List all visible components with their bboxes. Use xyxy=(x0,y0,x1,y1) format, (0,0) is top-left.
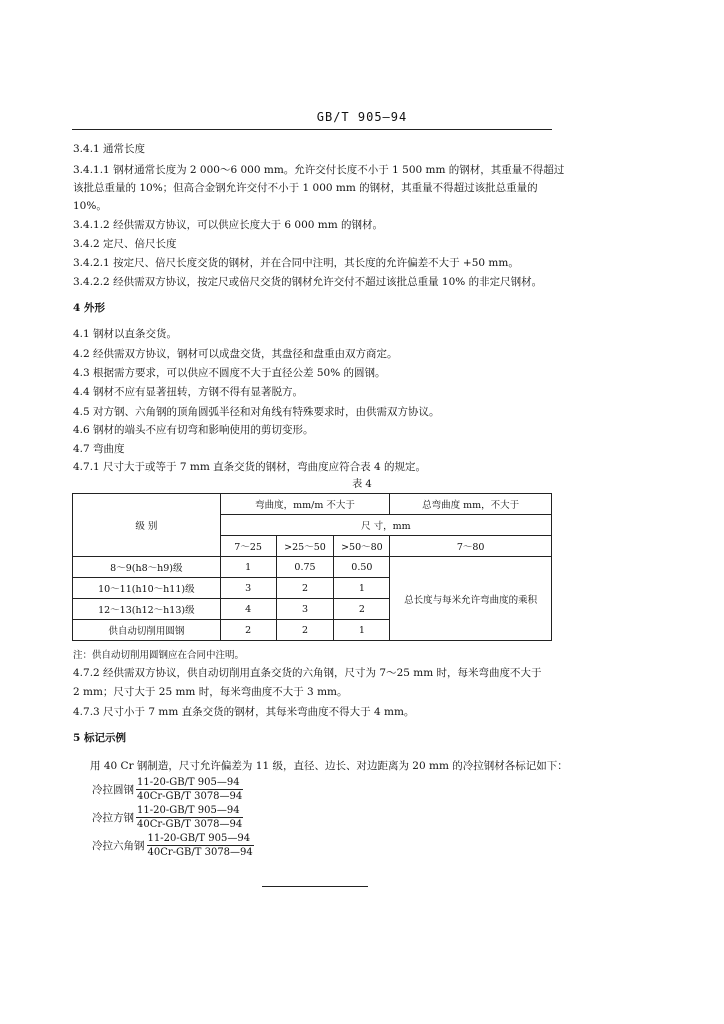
value-cell: 1 xyxy=(334,578,390,599)
para-4-2: 4.2 经供需双方协议，钢材可以成盘交货，其盘径和盘重由双方商定。 xyxy=(73,348,398,360)
section-4-title: 4 外形 xyxy=(73,302,105,314)
mark-denominator: 40Cr-GB/T 3078—94 xyxy=(137,819,243,830)
mark-fraction xyxy=(136,776,243,803)
para-3-4-1-1-cont: 该批总重量的 10%；但高合金钢允许交付不小于 1 000 mm 的钢材，其重量不得超过该批总重量的 xyxy=(73,182,538,194)
para-4-1: 4.1 钢材以直条交货。 xyxy=(73,328,178,340)
table-note: 注：供自动切削用圆钢应在合同中注明。 xyxy=(73,650,245,661)
grade-cell: 10～11(h10～h11)级 xyxy=(73,578,221,599)
para-4-3: 4.3 根据需方要求，可以供应不圆度不大于直径公差 50% 的圆钢。 xyxy=(73,367,386,379)
size-col: >25～50 xyxy=(276,536,334,557)
value-cell: 1 xyxy=(220,557,276,578)
header-rule xyxy=(72,129,552,130)
mark-denominator: 40Cr-GB/T 3078—94 xyxy=(137,791,243,802)
grade-cell: 供自动切削用圆钢 xyxy=(73,620,221,641)
value-cell: 2 xyxy=(220,620,276,641)
para-3-4-2-2: 3.4.2.2 经供需双方协议，按定尺或倍尺交货的钢材允许交付不超过该批总重量 10% 的非定尺钢材。 xyxy=(73,276,543,288)
mark-numerator: 11-20-GB/T 905—94 xyxy=(136,776,243,790)
table-caption: 表 4 xyxy=(352,479,372,490)
header-bend-per-m: 弯曲度，mm/m 不大于 xyxy=(220,494,390,515)
para-3-4-1-2: 3.4.1.2 经供需双方协议，可以供应长度大于 6 000 mm 的钢材。 xyxy=(73,219,384,231)
value-cell: 0.75 xyxy=(276,557,334,578)
para-4-4: 4.4 钢材不应有显著扭转，方钢不得有显著脱方。 xyxy=(73,386,304,398)
end-rule xyxy=(262,886,368,887)
table-row xyxy=(73,557,552,578)
mark-numerator: 11-20-GB/T 905—94 xyxy=(147,832,254,846)
value-cell: 2 xyxy=(276,620,334,641)
value-cell: 1 xyxy=(334,620,390,641)
value-cell: 2 xyxy=(334,599,390,620)
mark-fraction xyxy=(136,804,243,831)
mark-label: 冷拉方钢 xyxy=(92,812,134,824)
page-header: GB/T 905—94 xyxy=(316,110,408,124)
para-4-7-1: 4.7.1 尺寸大于或等于 7 mm 直条交货的钢材，弯曲度应符合表 4 的规定。 xyxy=(73,461,427,473)
size-col: 7～25 xyxy=(220,536,276,557)
grade-cell: 8～9(h8～h9)级 xyxy=(73,557,221,578)
value-cell: 4 xyxy=(220,599,276,620)
section-3-4-1: 3.4.1 通常长度 xyxy=(73,143,146,155)
para-4-6: 4.6 钢材的端头不应有切弯和影响使用的剪切变形。 xyxy=(73,424,314,436)
value-cell: 0.50 xyxy=(334,557,390,578)
value-cell: 2 xyxy=(276,578,334,599)
para-3-4-2-1: 3.4.2.1 按定尺、倍尺长度交货的钢材，并在合同中注明，其长度的允许偏差不大于 +50 mm。 xyxy=(73,257,519,269)
para-4-5: 4.5 对方钢、六角钢的顶角圆弧半径和对角线有特殊要求时，由供需双方协议。 xyxy=(73,406,440,418)
section-5-title: 5 标记示例 xyxy=(73,732,126,744)
section-4-7: 4.7 弯曲度 xyxy=(73,443,125,455)
size-col: 7～80 xyxy=(390,536,552,557)
value-cell: 3 xyxy=(220,578,276,599)
para-4-7-2: 4.7.2 经供需双方协议，供自动切削用直条交货的六角钢，尺寸为 7～25 mm 时，每米弯曲度不大于 xyxy=(73,667,542,679)
para-4-7-3: 4.7.3 尺寸小于 7 mm 直条交货的钢材，其每米弯曲度不得大于 4 mm。 xyxy=(73,706,415,718)
mark-square-bar xyxy=(92,804,243,831)
mark-denominator: 40Cr-GB/T 3078—94 xyxy=(147,847,253,858)
header-total-bend: 总弯曲度 mm，不大于 xyxy=(390,494,552,515)
size-col: >50～80 xyxy=(334,536,390,557)
value-cell: 3 xyxy=(276,599,334,620)
mark-label: 冷拉六角钢 xyxy=(92,840,145,852)
total-bend-note: 总长度与每米允许弯曲度的乘积 xyxy=(390,557,552,641)
mark-label: 冷拉圆钢 xyxy=(92,784,134,796)
mark-hex-bar xyxy=(92,832,254,859)
mark-round-bar xyxy=(92,776,243,803)
grade-cell: 12～13(h12～h13)级 xyxy=(73,599,221,620)
mark-numerator: 11-20-GB/T 905—94 xyxy=(136,804,243,818)
header-grade: 级 别 xyxy=(73,494,221,557)
para-3-4-1-1: 3.4.1.1 钢材通常长度为 2 000～6 000 mm。允许交付长度不小于 1 500 mm 的钢材，其重量不得超过 xyxy=(73,164,565,176)
mark-fraction xyxy=(147,832,254,859)
para-4-7-2-cont: 2 mm；尺寸大于 25 mm 时，每米弯曲度不大于 3 mm。 xyxy=(73,686,348,698)
header-size: 尺 寸，mm xyxy=(220,515,551,536)
table-4 xyxy=(72,493,552,641)
section-3-4-2: 3.4.2 定尺、倍尺长度 xyxy=(73,238,177,250)
para-3-4-1-1-end: 10%。 xyxy=(73,200,107,212)
para-5-intro: 用 40 Cr 钢制造，尺寸允许偏差为 11 级，直径、边长、对边距离为 20 mm 的冷拉钢材各标记如下： xyxy=(90,760,568,772)
